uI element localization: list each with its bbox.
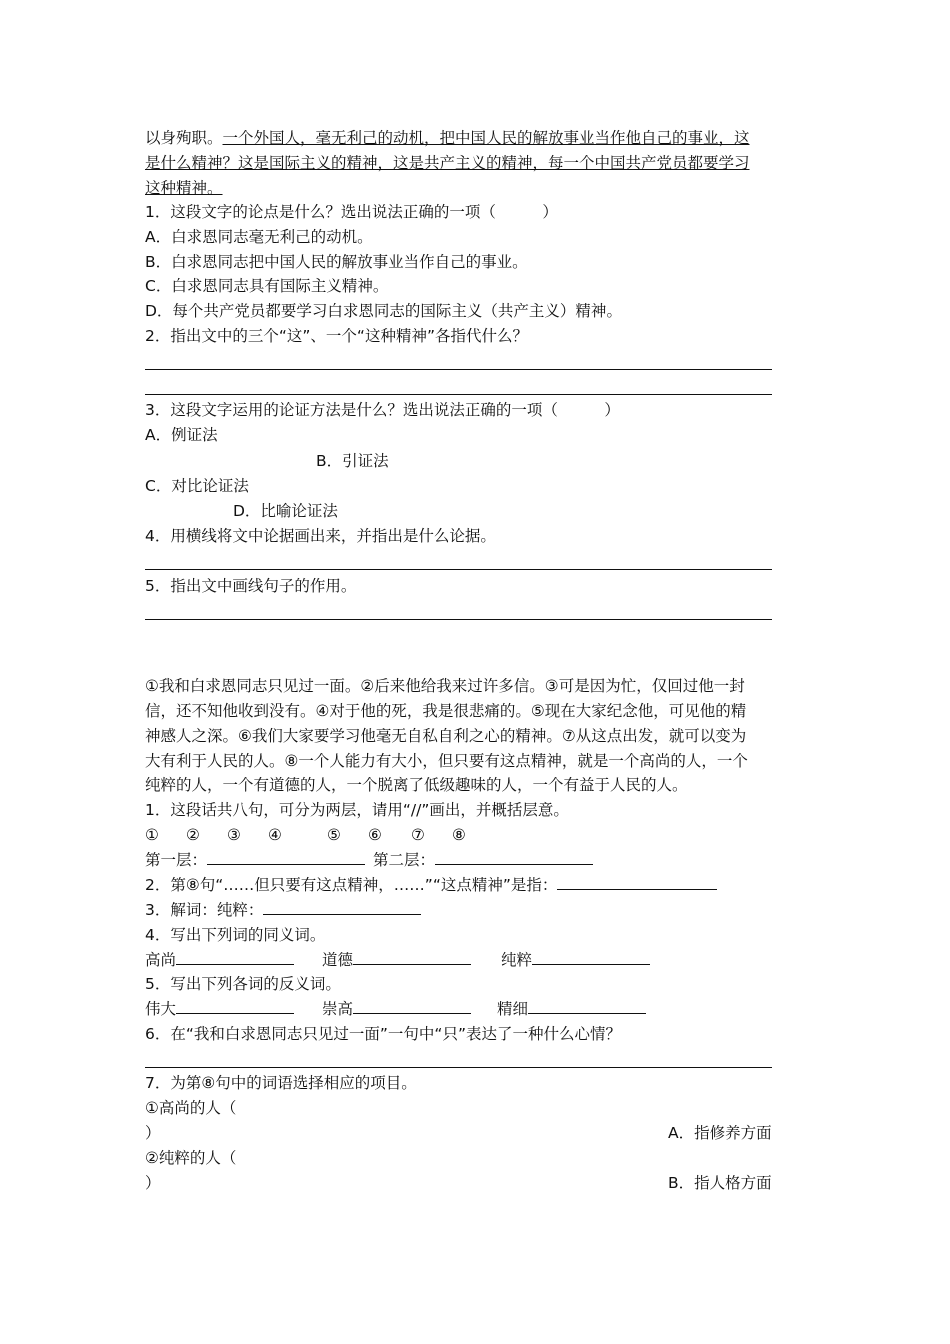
question-6-stem: 6．在“我和白求恩同志只见过一面”一句中“只”表达了一种什么心情？ [145, 1025, 621, 1043]
answer-line[interactable] [145, 394, 772, 395]
option-c: C．对比论证法 [145, 477, 249, 495]
question-5-stem: 5．写出下列各词的反义词。 [145, 975, 341, 993]
passage-line: 纯粹的人，一个有道德的人，一个脱离了低级趣味的人，一个有益于人民的人。 [145, 776, 688, 794]
sentence-number: ⑧ [452, 826, 466, 844]
option-b: B．引证法 [316, 452, 389, 470]
underlined-sentence: 是什么精神？这是国际主义的精神，这是共产主义的精神，每一个中国共产党员都要学习 [145, 154, 750, 172]
question-4-stem: 4．写出下列词的同义词。 [145, 926, 326, 944]
passage-line: 神感人之深。⑥我们大家要学习他毫无自私自利之心的精神。⑦从这点出发，就可以变为 [145, 727, 747, 745]
underlined-sentence: 一个外国人，毫无利己的动机，把中国人民的解放事业当作他自己的事业，这 [222, 129, 750, 147]
answer-blank[interactable] [263, 898, 421, 915]
match-item: ②纯粹的人（ [145, 1149, 237, 1167]
answer-blank[interactable] [557, 873, 717, 890]
synonym-blank[interactable] [532, 948, 650, 965]
antonym-blank[interactable] [176, 997, 294, 1014]
question-5-stem: 5．指出文中画线句子的作用。 [145, 577, 357, 595]
question-1-stem: 1．这段话共八句，可分为两层，请用“//”画出，并概括层意。 [145, 801, 569, 819]
antonym-row: 伟大 崇高 精细 [145, 997, 646, 1021]
question-2-stem: 2．指出文中的三个“这”、一个“这种精神”各指代什么？ [145, 327, 528, 345]
option-d: D．每个共产党员都要学习白求恩同志的国际主义（共产主义）精神。 [145, 302, 622, 320]
synonym-row: 高尚 道德 纯粹 [145, 948, 650, 972]
option-a: A．例证法 [145, 426, 218, 444]
option-c: C．白求恩同志具有国际主义精神。 [145, 277, 389, 295]
question-1-stem: 1．这段文字的论点是什么？选出说法正确的一项（ ） [145, 203, 558, 221]
sentence-number: ③ [227, 826, 241, 844]
layer1-blank[interactable] [207, 848, 365, 865]
layer-answers: 第一层： 第二层： [145, 848, 593, 872]
match-close: ） [145, 1124, 161, 1142]
sentence-number: ⑦ [411, 826, 425, 844]
synonym-blank[interactable] [176, 948, 294, 965]
option-a: A．白求恩同志毫无利己的动机。 [145, 228, 373, 246]
sentence-number: ⑤ [327, 826, 341, 844]
sentence-number: ① [145, 826, 159, 844]
layer2-blank[interactable] [435, 848, 593, 865]
match-option-a: A．指修养方面 [668, 1124, 772, 1142]
match-option-b: B．指人格方面 [668, 1174, 772, 1192]
sentence-number: ④ [268, 826, 282, 844]
answer-line[interactable] [145, 1067, 772, 1068]
underlined-sentence: 这种精神。 [145, 179, 223, 197]
question-2-line: 2．第⑧句“……但只要有这点精神，……”“这点精神”是指： [145, 873, 717, 897]
passage-line: 以身殉职。一个外国人，毫无利己的动机，把中国人民的解放事业当作他自己的事业，这 [145, 129, 750, 147]
match-close: ） [145, 1174, 161, 1192]
answer-line[interactable] [145, 569, 772, 570]
answer-line[interactable] [145, 369, 772, 370]
question-3-stem: 3．这段文字运用的论证方法是什么？选出说法正确的一项（ ） [145, 401, 620, 419]
match-item: ①高尚的人（ [145, 1099, 237, 1117]
antonym-blank[interactable] [528, 997, 646, 1014]
passage-line: 信，还不知他收到没有。④对于他的死，我是很悲痛的。⑤现在大家纪念他，可见他的精 [145, 702, 747, 720]
sentence-number: ⑥ [368, 826, 382, 844]
antonym-blank[interactable] [353, 997, 471, 1014]
passage-line: ①我和白求恩同志只见过一面。②后来他给我来过许多信。③可是因为忙，仅回过他一封 [145, 677, 745, 695]
option-d: D．比喻论证法 [233, 502, 338, 520]
passage-line: 大有利于人民的人。⑧一个人能力有大小，但只要有这点精神，就是一个高尚的人，一个 [145, 752, 748, 770]
question-3-line: 3．解词：纯粹： [145, 898, 421, 922]
option-b: B．白求恩同志把中国人民的解放事业当作自己的事业。 [145, 253, 528, 271]
sentence-number: ② [186, 826, 200, 844]
question-7-stem: 7．为第⑧句中的词语选择相应的项目。 [145, 1074, 417, 1092]
question-4-stem: 4．用横线将文中论据画出来，并指出是什么论据。 [145, 527, 496, 545]
answer-line[interactable] [145, 619, 772, 620]
synonym-blank[interactable] [353, 948, 471, 965]
